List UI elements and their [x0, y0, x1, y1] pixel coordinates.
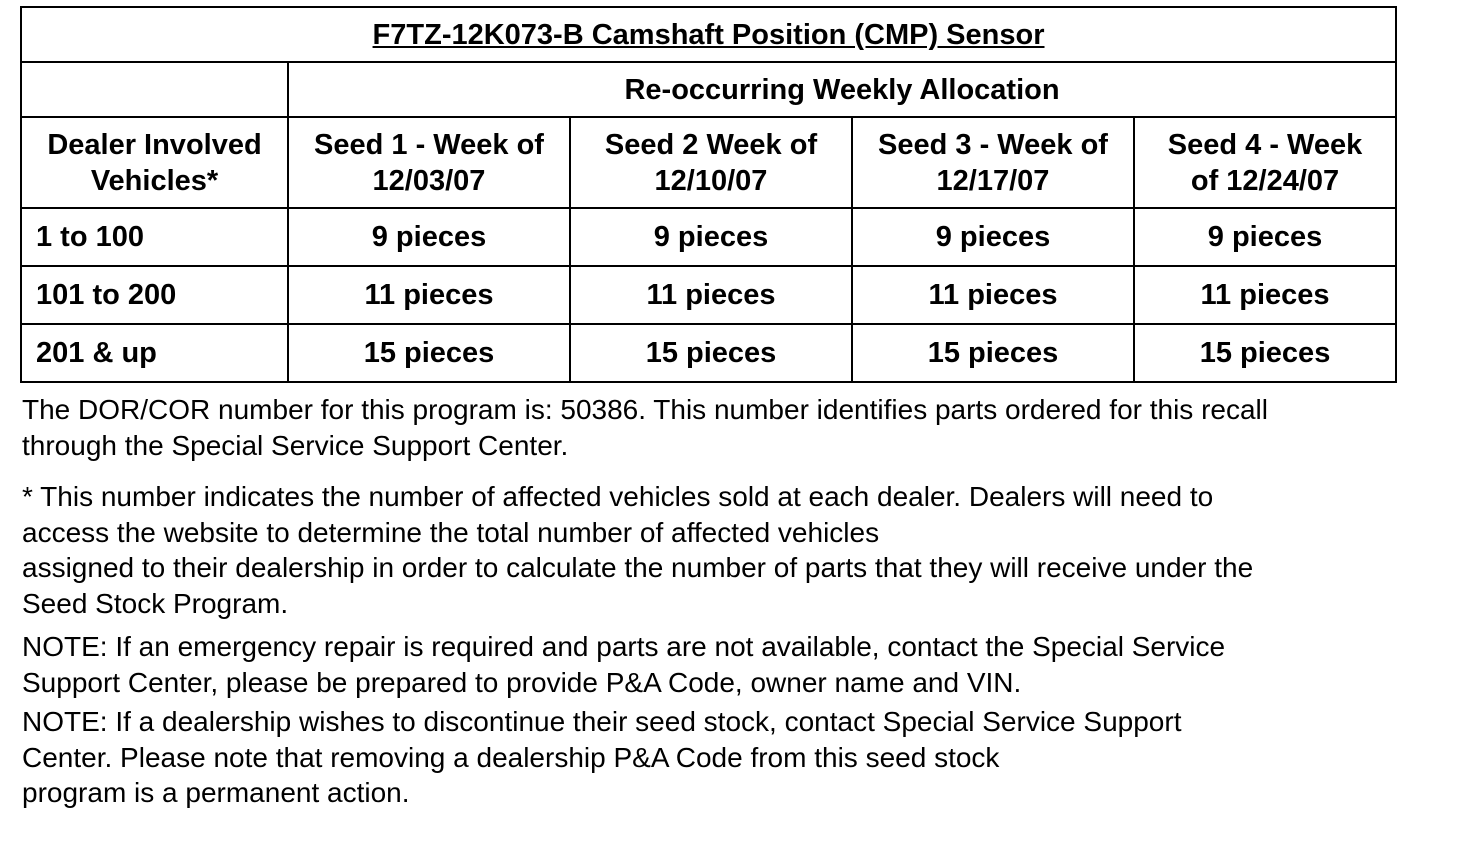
- table-title-cell: [21, 7, 1396, 62]
- table-cell: 15 pieces: [1134, 324, 1396, 382]
- emergency-repair-note: NOTE: If an emergency repair is required and parts are not available, contact the Special Service Support Center, please be prepared to provide P&A Code, owner name and VIN.: [22, 631, 1226, 698]
- dor-cor-note: The DOR/COR number for this program is: 50386. This number identifies parts ordered for this recall through the Special Service Support Center.: [22, 394, 1268, 461]
- table-cell: 11 pieces: [1134, 266, 1396, 324]
- table-cell: 15 pieces: [288, 324, 570, 382]
- table-title-row: [21, 7, 1396, 62]
- allocation-header-row: [21, 62, 1396, 117]
- column-header: Seed 1 - Week of 12/03/07: [288, 117, 570, 208]
- table-cell: 9 pieces: [288, 208, 570, 266]
- table-cell: 15 pieces: [852, 324, 1134, 382]
- row-label: 1 to 100: [21, 208, 288, 266]
- table-row: [21, 208, 1396, 266]
- allocation-table: [20, 6, 1397, 383]
- notes-section: [22, 392, 1442, 827]
- table-cell: 15 pieces: [570, 324, 852, 382]
- table-cell: 9 pieces: [1134, 208, 1396, 266]
- column-header-row: [21, 117, 1396, 208]
- table-cell: 9 pieces: [852, 208, 1134, 266]
- row-label: 201 & up: [21, 324, 288, 382]
- allocation-header: Re-occurring Weekly Allocation: [288, 62, 1396, 117]
- table-cell: 9 pieces: [570, 208, 852, 266]
- table-cell: 11 pieces: [288, 266, 570, 324]
- discontinue-note: NOTE: If a dealership wishes to discontinue their seed stock, contact Special Service Support Center. Please note that removing a dealership P&A Code from this seed stock program is a permanent action.: [22, 706, 1182, 808]
- asterisk-note: * This number indicates the number of affected vehicles sold at each dealer. Dealers will need to access the website to determine the total number of affected vehicles assigned to their dealership in order to calculate the number of parts that they will receive under the Seed Stock Program.: [22, 481, 1254, 619]
- column-header: Seed 3 - Week of 12/17/07: [852, 117, 1134, 208]
- empty-header-cell: [21, 62, 288, 117]
- table-title: F7TZ-12K073-B Camshaft Position (CMP) Sensor: [372, 18, 1045, 51]
- table-cell: 11 pieces: [852, 266, 1134, 324]
- column-header: Seed 4 - Week of 12/24/07: [1134, 117, 1396, 208]
- table-row: [21, 324, 1396, 382]
- table-cell: 11 pieces: [570, 266, 852, 324]
- column-header: Dealer Involved Vehicles*: [21, 117, 288, 208]
- table-row: [21, 266, 1396, 324]
- column-header: Seed 2 Week of 12/10/07: [570, 117, 852, 208]
- row-label: 101 to 200: [21, 266, 288, 324]
